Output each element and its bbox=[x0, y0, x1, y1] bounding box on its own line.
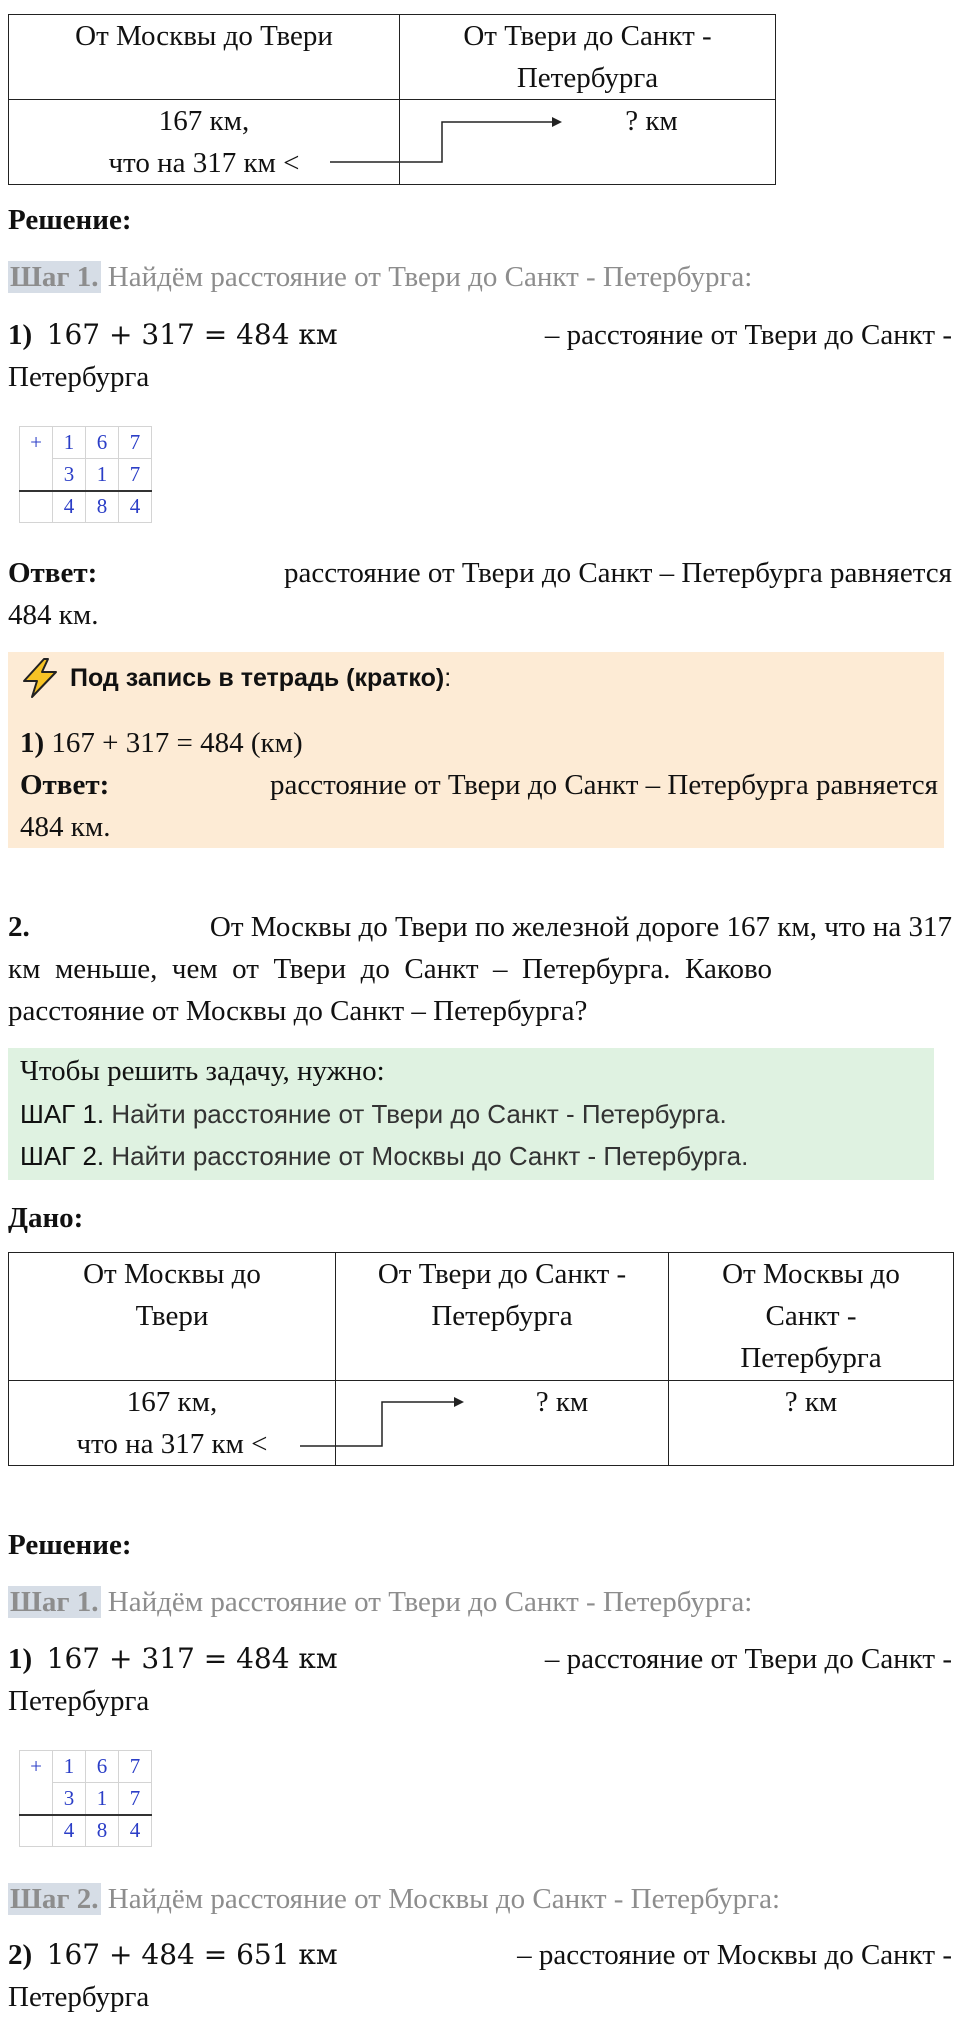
sol2-step-1-line: 1) 167 + 317 = 484 км – расстояние от Твери до Санкт - Петербурга bbox=[8, 1642, 952, 1717]
task-2: 2. От Москвы до Твери по железной дороге 167 км, что на 317 км меньше, чем от Твери до Санкт – Петербурга. Каково расстояние от Москвы до Санкт – Петербурга? bbox=[8, 911, 952, 1027]
top-table-cell-1: 167 км, что на 317 км < bbox=[9, 100, 400, 185]
given-header-3: От Москвы до Санкт - Петербурга bbox=[669, 1253, 954, 1381]
top-table-cell-2: ? км bbox=[400, 100, 776, 185]
given-cell-2: ? км bbox=[336, 1381, 669, 1466]
given-header-1: От Москвы до Твери bbox=[9, 1253, 336, 1381]
top-table-header-2: От Твери до Санкт - Петербурга bbox=[400, 15, 776, 100]
given-cell-1: 167 км, что на 317 км < bbox=[9, 1381, 336, 1466]
top-table-header-1: От Москвы до Твери bbox=[9, 15, 400, 100]
plan-step-2: ШАГ 2. Найти расстояние от Москвы до Санкт - Петербурга. bbox=[20, 1141, 749, 1171]
solution-heading: Решение: bbox=[8, 204, 132, 236]
sol2-step-2-line: 2) 167 + 484 = 651 км – расстояние от Москвы до Санкт - Петербурга bbox=[8, 1938, 952, 2013]
plan-intro: Чтобы решить задачу, нужно: bbox=[20, 1055, 385, 1087]
notebook-note-answer: Ответ: расстояние от Твери до Санкт – Петербурга равняется 484 км. bbox=[20, 769, 938, 843]
given-cell-3: ? км bbox=[669, 1381, 954, 1466]
column-addition-2: + 1 6 7 3 1 7 4 8 4 bbox=[19, 1750, 152, 1847]
step-1-title: Шаг 1. Найдём расстояние от Твери до Санкт - Петербурга: bbox=[10, 261, 753, 293]
step-1-line: 1) 167 + 317 = 484 км – расстояние от Твери до Санкт - Петербурга bbox=[8, 318, 952, 393]
solution-2-heading: Решение: bbox=[8, 1529, 132, 1561]
sol2-step-1-title: Шаг 1. Найдём расстояние от Твери до Санкт - Петербурга: bbox=[10, 1586, 753, 1618]
column-addition-1: + 1 6 7 3 1 7 4 8 4 bbox=[19, 426, 152, 523]
plan-step-1: ШАГ 1. Найти расстояние от Твери до Санкт - Петербурга. bbox=[20, 1099, 727, 1129]
given-header-2: От Твери до Санкт - Петербурга bbox=[336, 1253, 669, 1381]
given-heading: Дано: bbox=[8, 1202, 84, 1234]
sol2-step-2-title: Шаг 2. Найдём расстояние от Москвы до Санкт - Петербурга: bbox=[10, 1883, 781, 1915]
answer-1: Ответ: расстояние от Твери до Санкт – Петербурга равняется 484 км. bbox=[8, 557, 952, 631]
notebook-note-title: Под запись в тетрадь (кратко) : bbox=[20, 654, 451, 702]
notebook-note-line: 1) 167 + 317 = 484 (км) bbox=[20, 727, 303, 759]
plus-sign: + bbox=[20, 427, 53, 459]
